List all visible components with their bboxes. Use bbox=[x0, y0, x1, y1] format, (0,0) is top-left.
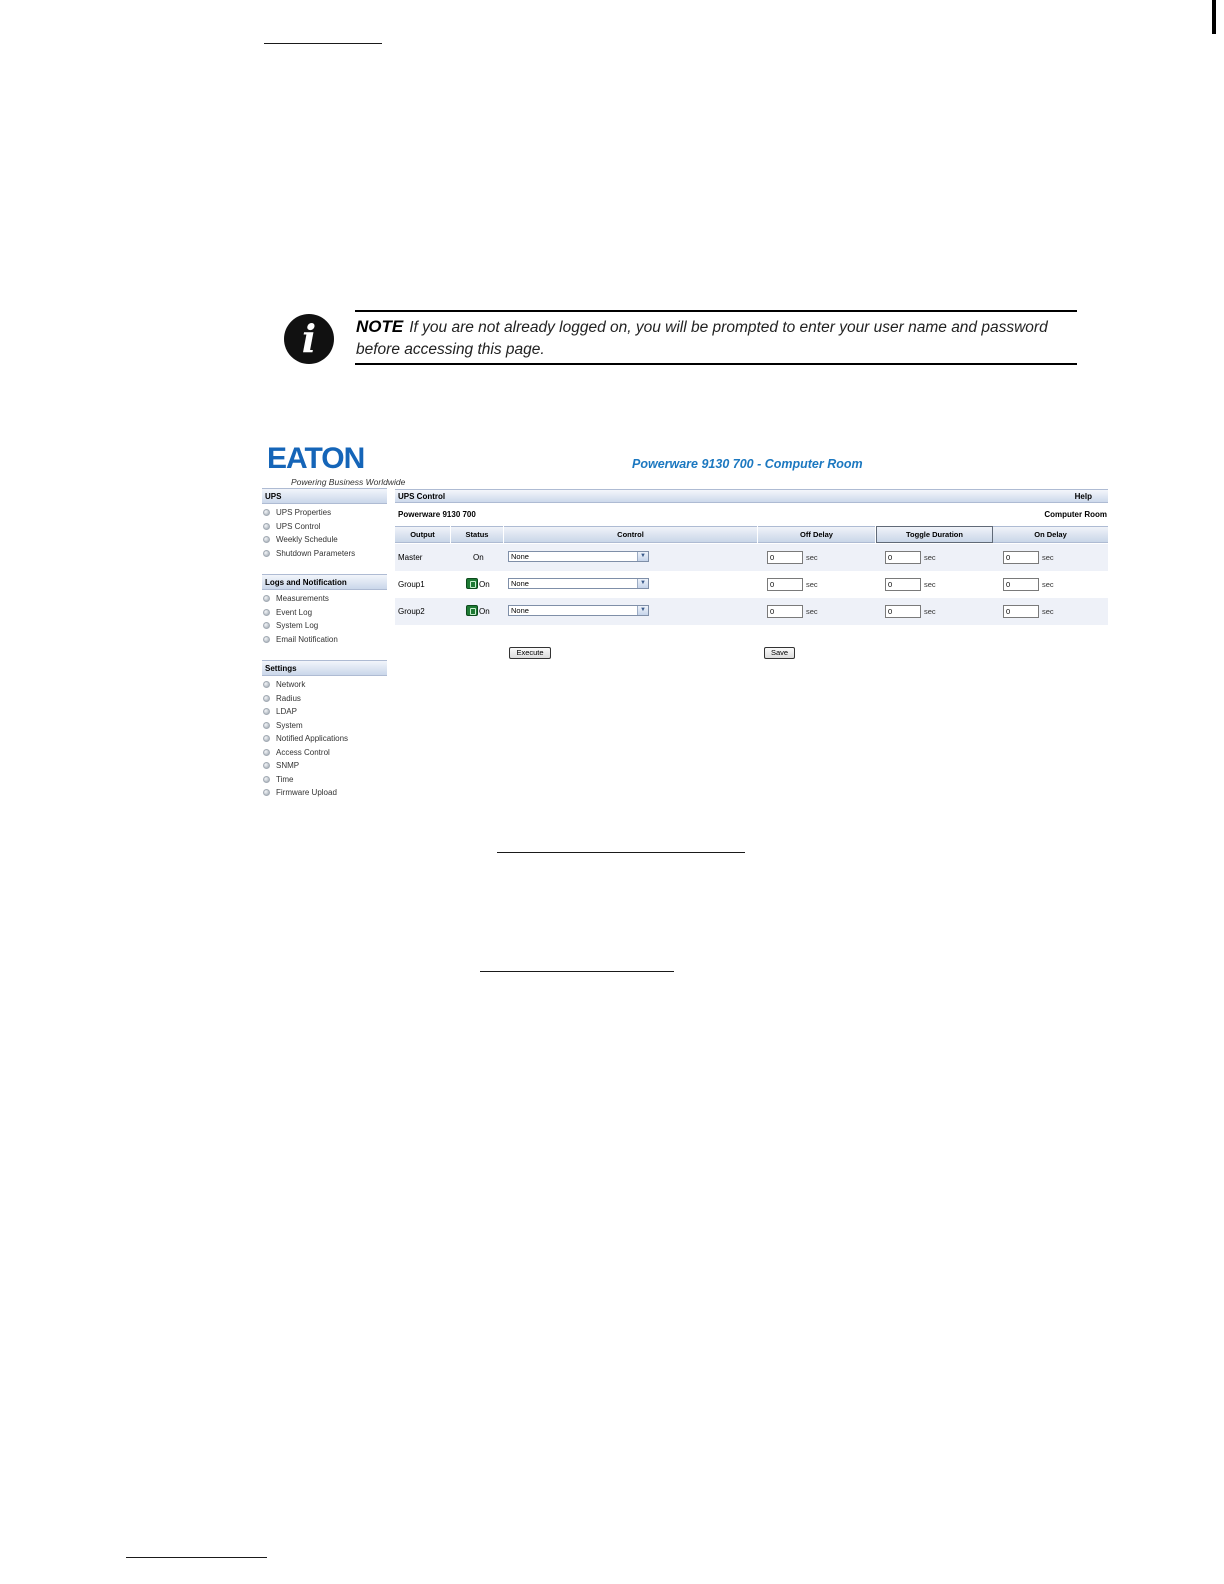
logo-wordmark: EATON bbox=[267, 442, 365, 475]
logo-tagline: Powering Business Worldwide bbox=[291, 477, 406, 487]
unit-label: sec bbox=[806, 607, 818, 616]
page-title: Powerware 9130 700 - Computer Room bbox=[632, 457, 863, 471]
outlet-icon bbox=[466, 578, 478, 589]
chevron-down-icon: ▼ bbox=[637, 552, 648, 561]
sidebar-list-logs bbox=[262, 592, 387, 646]
bullet-icon bbox=[263, 789, 270, 796]
bullet-icon bbox=[263, 735, 270, 742]
sidebar-item-measurements[interactable] bbox=[262, 592, 387, 606]
off-delay-input[interactable]: 0 bbox=[767, 578, 803, 591]
sidebar-item-ups-properties[interactable] bbox=[262, 506, 387, 520]
output-name: Master bbox=[398, 553, 423, 562]
unit-label: sec bbox=[924, 580, 936, 589]
note-label: NOTE bbox=[356, 317, 404, 336]
sidebar-item-ldap[interactable] bbox=[262, 705, 387, 719]
sidebar-item-label: Time bbox=[276, 774, 294, 784]
col-header-output: Output bbox=[395, 526, 450, 543]
control-select-value: None bbox=[511, 579, 529, 588]
note-bottom-rule bbox=[355, 363, 1077, 365]
off-delay-input[interactable]: 0 bbox=[767, 605, 803, 618]
bullet-icon bbox=[263, 722, 270, 729]
outlet-icon bbox=[466, 605, 478, 616]
panel-title: UPS Control bbox=[398, 492, 446, 501]
bullet-icon bbox=[263, 523, 270, 530]
sidebar-item-notified-applications[interactable] bbox=[262, 732, 387, 746]
sidebar-item-label: Weekly Schedule bbox=[276, 535, 338, 544]
col-header-off-delay: Off Delay bbox=[758, 526, 875, 543]
page-edge-bar bbox=[1212, 0, 1216, 34]
sidebar-item-email-notification[interactable] bbox=[262, 633, 387, 647]
sidebar-section-ups: UPS bbox=[262, 488, 387, 504]
chevron-down-icon: ▼ bbox=[637, 579, 648, 588]
off-delay-input[interactable]: 0 bbox=[767, 551, 803, 564]
execute-button[interactable]: Execute bbox=[509, 647, 551, 659]
toggle-duration-input[interactable]: 0 bbox=[885, 578, 921, 591]
sidebar-item-label: UPS Properties bbox=[276, 508, 332, 517]
unit-label: sec bbox=[1042, 607, 1054, 616]
sidebar-item-time[interactable] bbox=[262, 773, 387, 787]
bullet-icon bbox=[263, 609, 270, 616]
sidebar-list-settings bbox=[262, 678, 387, 800]
status-text: On bbox=[473, 553, 484, 562]
unit-label: sec bbox=[924, 607, 936, 616]
sidebar-item-label: System bbox=[276, 720, 303, 730]
output-name: Group2 bbox=[398, 607, 425, 616]
control-select[interactable] bbox=[508, 551, 649, 562]
sidebar-item-label: Firmware Upload bbox=[276, 788, 337, 797]
sidebar-item-label: Measurements bbox=[276, 594, 329, 603]
bullet-icon bbox=[263, 776, 270, 783]
sidebar-item-label: SNMP bbox=[276, 761, 300, 770]
sidebar-item-label: Network bbox=[276, 680, 306, 689]
info-icon: i bbox=[284, 314, 334, 364]
device-bar bbox=[395, 508, 1108, 522]
page-link-underline bbox=[497, 852, 745, 853]
unit-label: sec bbox=[1042, 553, 1054, 562]
bullet-icon bbox=[263, 536, 270, 543]
sidebar-item-system[interactable] bbox=[262, 719, 387, 733]
col-header-status: Status bbox=[451, 526, 503, 543]
control-select[interactable] bbox=[508, 605, 649, 616]
bullet-icon bbox=[263, 636, 270, 643]
unit-label: sec bbox=[806, 580, 818, 589]
ups-control-screenshot bbox=[262, 440, 1110, 810]
bullet-icon bbox=[263, 622, 270, 629]
table-row bbox=[395, 598, 1108, 625]
sidebar-section-logs: Logs and Notification bbox=[262, 574, 387, 590]
sidebar-item-label: UPS Control bbox=[276, 521, 321, 531]
unit-label: sec bbox=[1042, 580, 1054, 589]
control-select[interactable] bbox=[508, 578, 649, 589]
sidebar-item-weekly-schedule[interactable] bbox=[262, 533, 387, 547]
toggle-duration-input[interactable]: 0 bbox=[885, 605, 921, 618]
control-select-value: None bbox=[511, 606, 529, 615]
on-delay-input[interactable]: 0 bbox=[1003, 605, 1039, 618]
col-header-on-delay: On Delay bbox=[993, 526, 1108, 543]
bullet-icon bbox=[263, 762, 270, 769]
sidebar-item-label: Event Log bbox=[276, 607, 313, 617]
page-footer-underline bbox=[126, 1557, 267, 1558]
sidebar-item-network[interactable] bbox=[262, 678, 387, 692]
col-header-toggle-duration: Toggle Duration bbox=[876, 526, 993, 543]
status-text: On bbox=[479, 580, 490, 589]
sidebar-item-label: Notified Applications bbox=[276, 734, 349, 743]
sidebar-item-event-log[interactable] bbox=[262, 606, 387, 620]
chevron-down-icon: ▼ bbox=[637, 606, 648, 615]
panel-title-bar bbox=[395, 489, 1108, 503]
table-row bbox=[395, 544, 1108, 571]
sidebar-section-settings: Settings bbox=[262, 660, 387, 676]
sidebar-item-label: LDAP bbox=[276, 707, 297, 716]
sidebar-item-label: System Log bbox=[276, 621, 319, 630]
sidebar-item-system-log[interactable] bbox=[262, 619, 387, 633]
sidebar-item-shutdown-parameters[interactable] bbox=[262, 547, 387, 561]
control-select-value: None bbox=[511, 552, 529, 561]
on-delay-input[interactable]: 0 bbox=[1003, 551, 1039, 564]
note-text bbox=[356, 316, 1076, 361]
bullet-icon bbox=[263, 708, 270, 715]
bullet-icon bbox=[263, 550, 270, 557]
note-body: If you are not already logged on, you will be prompted to enter your user name and password before accessing this page. bbox=[356, 319, 1048, 358]
sidebar-item-label: Shutdown Parameters bbox=[276, 548, 356, 558]
sidebar-item-access-control[interactable] bbox=[262, 746, 387, 760]
sidebar-item-radius[interactable] bbox=[262, 692, 387, 706]
bullet-icon bbox=[263, 681, 270, 688]
save-button[interactable]: Save bbox=[764, 647, 795, 659]
page-link-underline bbox=[480, 971, 674, 972]
help-link[interactable]: Help bbox=[1074, 492, 1092, 501]
eaton-logo bbox=[267, 442, 406, 488]
status-text: On bbox=[479, 607, 490, 616]
unit-label: sec bbox=[924, 553, 936, 562]
bullet-icon bbox=[263, 695, 270, 702]
note-top-rule bbox=[355, 310, 1077, 312]
page-link-underline bbox=[264, 43, 382, 44]
unit-label: sec bbox=[806, 553, 818, 562]
sidebar-item-ups-control[interactable] bbox=[262, 520, 387, 534]
bullet-icon bbox=[263, 749, 270, 756]
sidebar-item-label: Radius bbox=[276, 693, 301, 703]
sidebar-item-label: Email Notification bbox=[276, 634, 338, 644]
device-location: Computer Room bbox=[1044, 510, 1107, 519]
col-header-control: Control bbox=[504, 526, 757, 543]
device-name: Powerware 9130 700 bbox=[398, 510, 476, 519]
sidebar-item-snmp[interactable] bbox=[262, 759, 387, 773]
bullet-icon bbox=[263, 595, 270, 602]
table-row bbox=[395, 571, 1108, 598]
sidebar-list-ups bbox=[262, 506, 387, 560]
toggle-duration-input[interactable]: 0 bbox=[885, 551, 921, 564]
sidebar-item-label: Access Control bbox=[276, 747, 330, 757]
sidebar-item-firmware-upload[interactable] bbox=[262, 786, 387, 800]
on-delay-input[interactable]: 0 bbox=[1003, 578, 1039, 591]
bullet-icon bbox=[263, 509, 270, 516]
output-name: Group1 bbox=[398, 580, 425, 589]
